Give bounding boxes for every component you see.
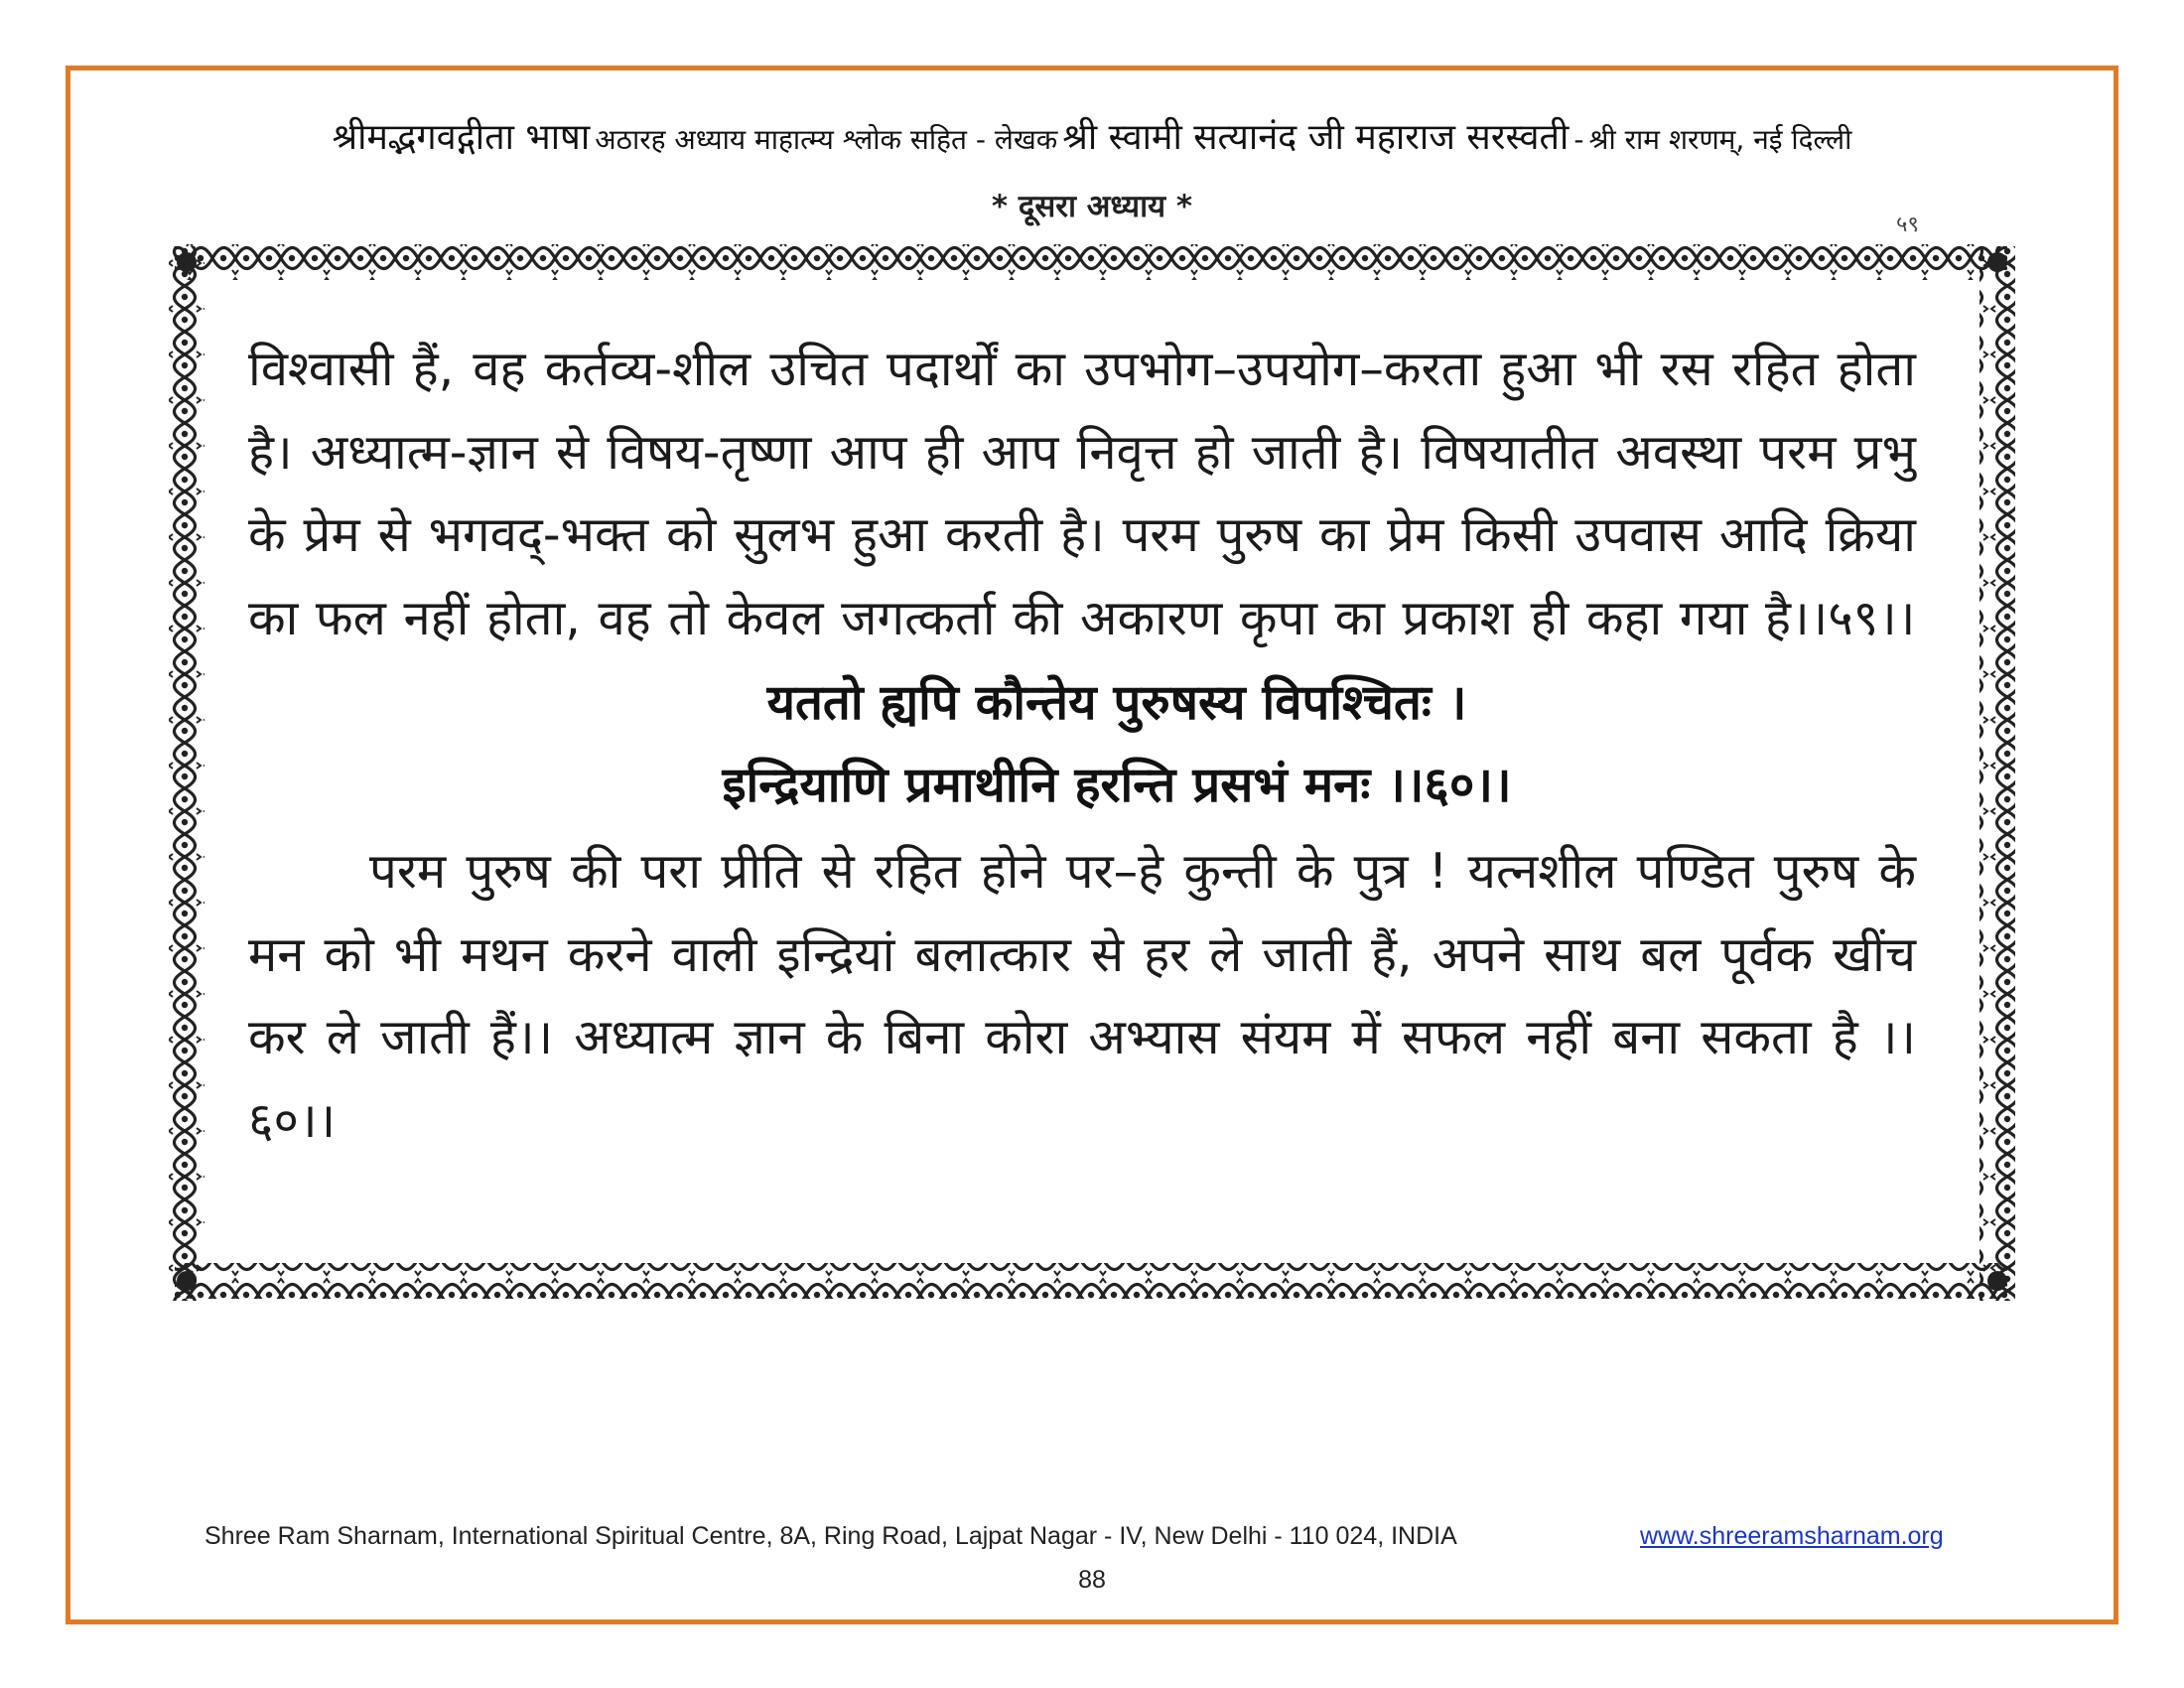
handwritten-page-number: ५९: [1896, 212, 1919, 237]
footer-address: Shree Ram Sharnam, International Spiritual Centre, 8A, Ring Road, Lajpat Nagar - IV, New Delhi - 110 024, INDIA: [205, 1522, 1457, 1550]
page-header: [99, 111, 2085, 160]
shloka-line-1: यततो ह्यपि कौन्तेय पुरुषस्य विपश्चितः ।: [766, 674, 1467, 731]
commentary-paragraph-59: विश्वासी हैं, वह कर्तव्य-शील उचित पदार्थों का उपभोग–उपयोग–करता हुआ भी रस रहित होता है। अध्यात्म-ज्ञान से विषय-तृष्णा आप ही आप निवृत्त हो जाती है। विषयातीत अवस्था परम प्रभु के प्रेम से भगवद्-भक्त को सुलभ हुआ करती है। परम पुरुष का प्रेम किसी उपवास आदि क्रिया का फल नहीं होता, वह तो केवल जगत्कर्ता की अकारण कृपा का प्रकाश ही कहा गया है।।५९।।: [248, 341, 1916, 646]
shloka-line-2: इन्द्रियाणि प्रमाथीनि हरन्ति प्रसभं मनः ।।६०।।: [722, 757, 1512, 813]
commentary-paragraph-60: परम पुरुष की परा प्रीति से रहित होने पर–हे कुन्ती के पुत्र ! यत्नशील पण्डित पुरुष के मन को भी मथन करने वाली इन्द्रियां बलात्कार से हर ले जाती हैं, अपने साथ बल पूर्वक खींच कर ले जाती हैं।। अध्यात्म ज्ञान के बिना कोरा अभ्यास संयम में सफल नहीं बना सकता है ।।६०।।: [248, 843, 1916, 1149]
chapter-title: * दूसरा अध्याय *: [991, 189, 1193, 224]
header-separator: -: [1573, 123, 1584, 156]
page-content: [248, 328, 1916, 1162]
book-subtitle: अठारह अध्याय माहात्म्य श्लोक सहित - लेखक: [595, 123, 1058, 156]
book-title: श्रीमद्भगवद्गीता भाषा: [332, 117, 591, 158]
author-name: श्री स्वामी सत्यानंद जी महाराज सरस्वती: [1062, 117, 1570, 158]
shloka-verse-60: [318, 661, 1916, 826]
page-number: 88: [1078, 1566, 1106, 1594]
publisher-name: श्री राम शरणम्, नई दिल्ली: [1588, 123, 1852, 156]
website-link[interactable]: www.shreeramsharnam.org: [1640, 1522, 1944, 1550]
